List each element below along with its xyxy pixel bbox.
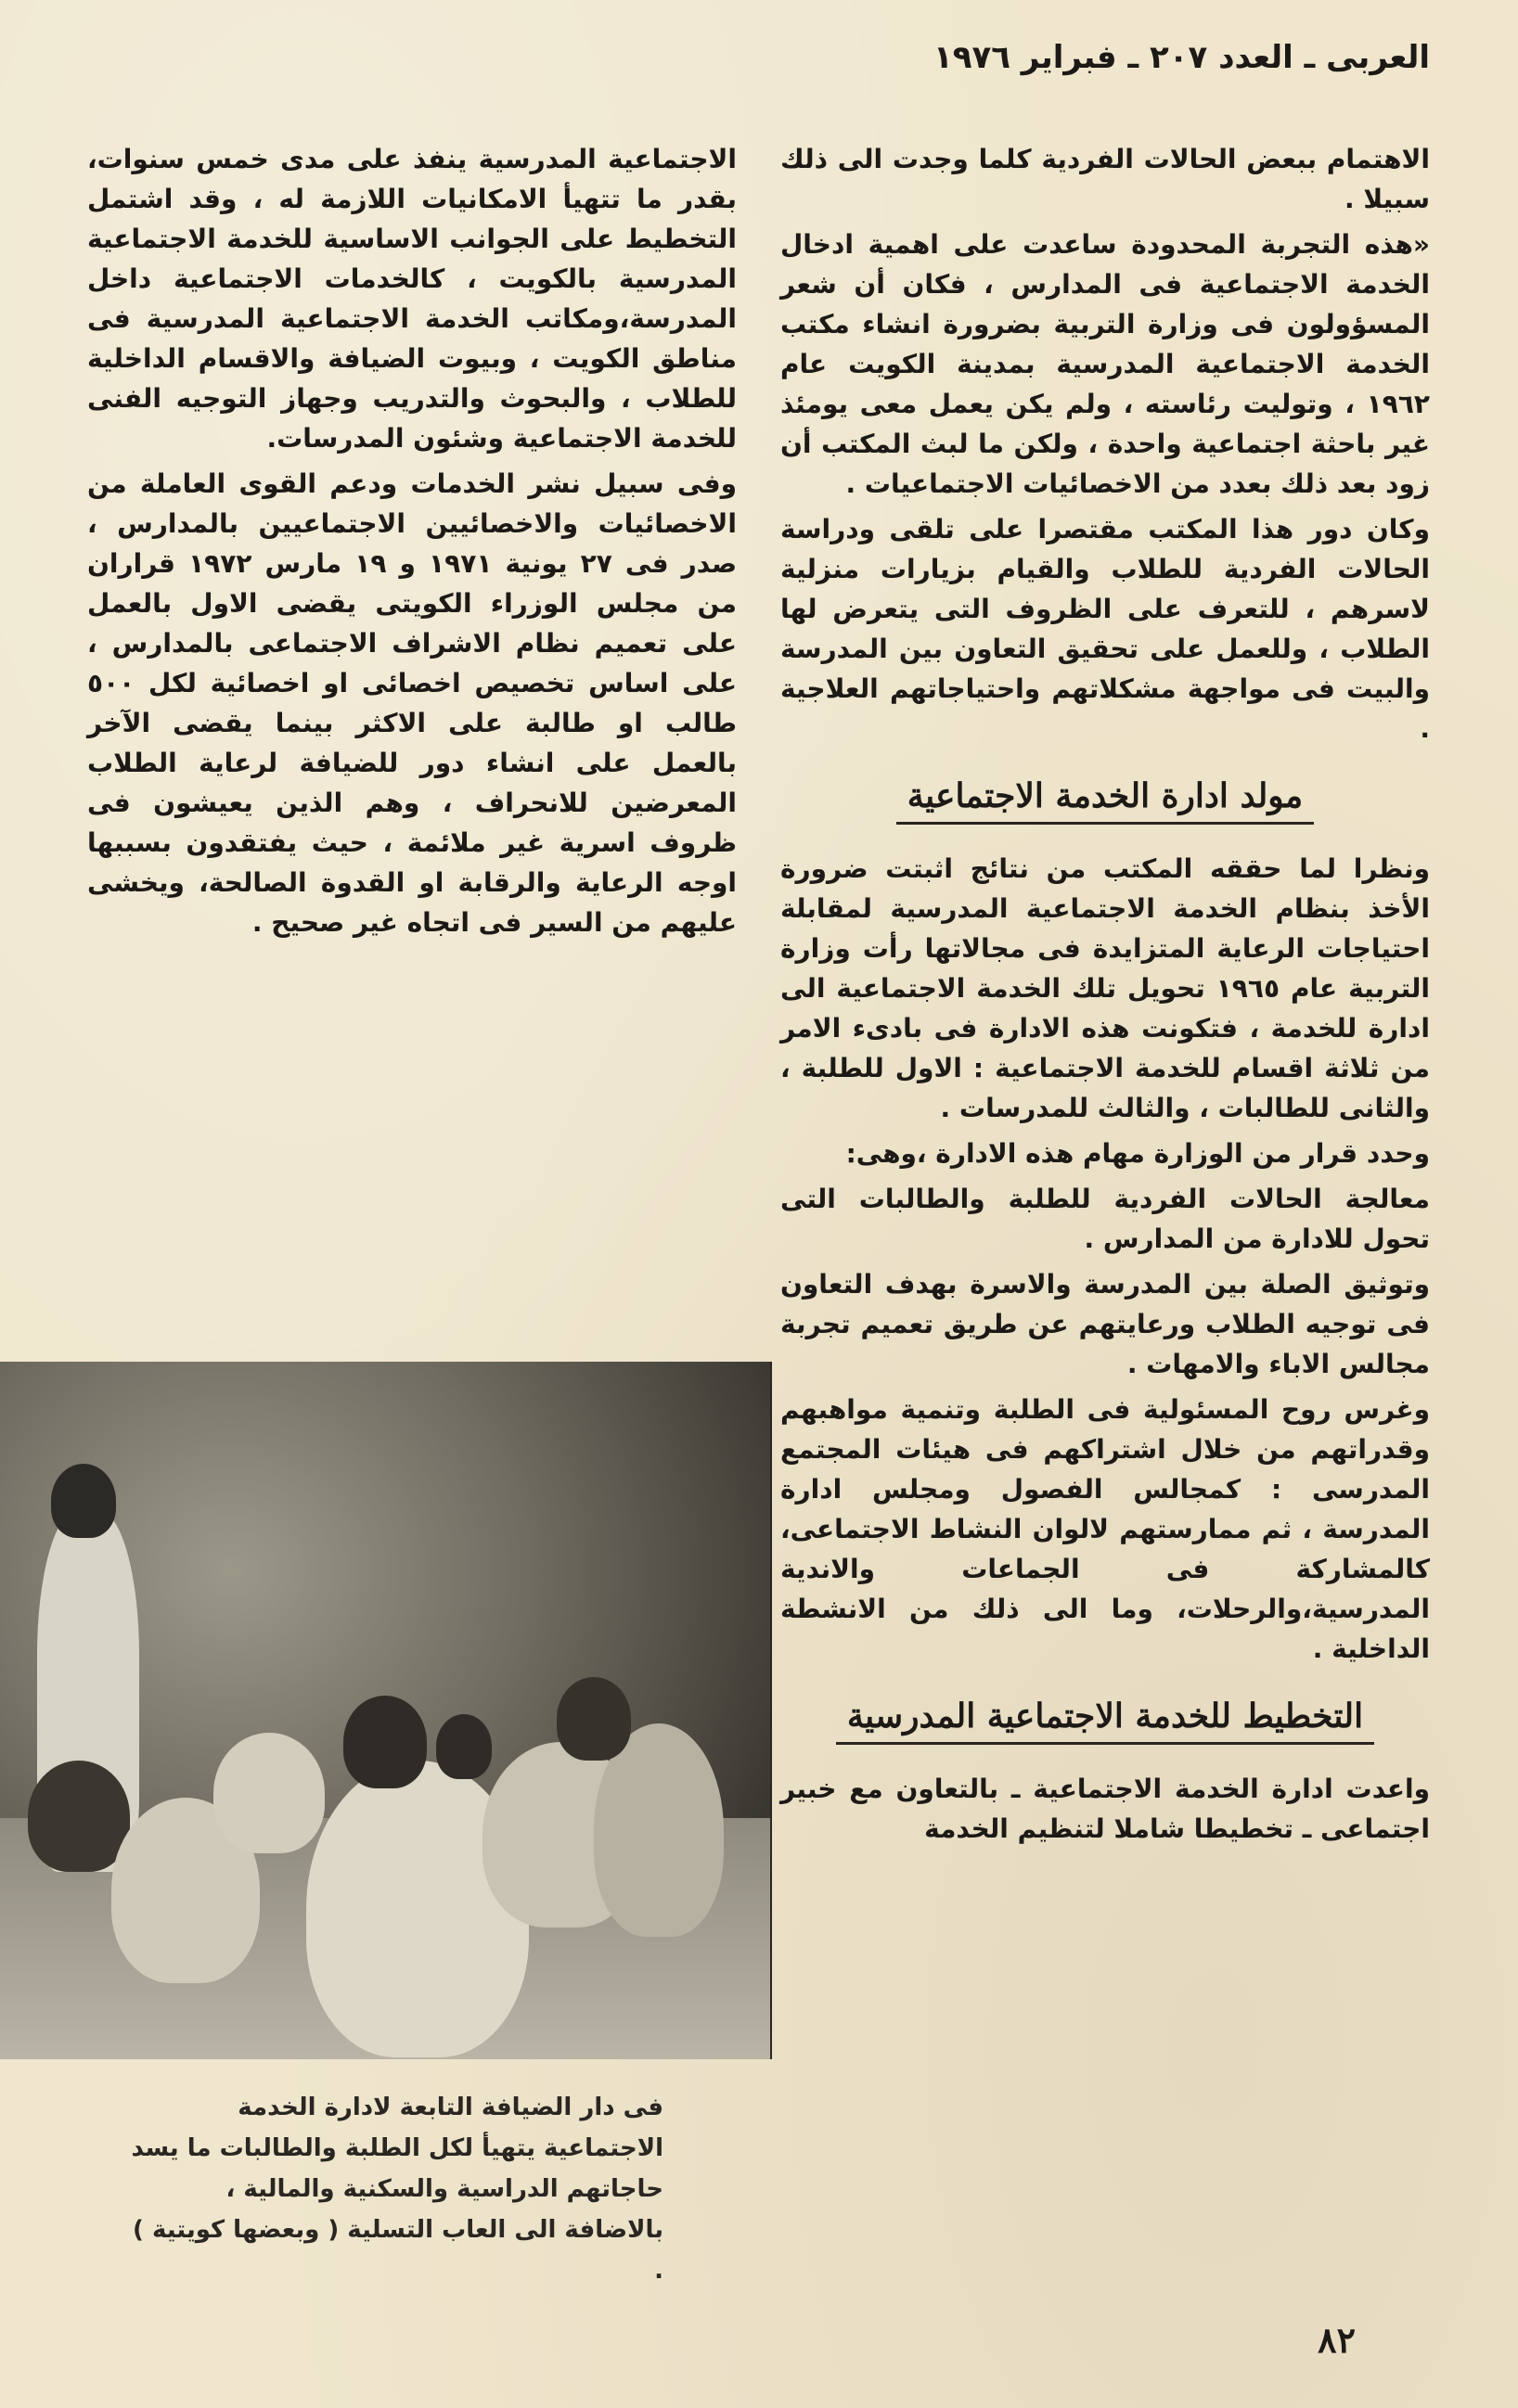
paragraph: ونظرا لما حققه المكتب من نتائج اثبتت ضرورة الأخذ بنظام الخدمة الاجتماعية المدرسية لمقابلة احتياجات الرعاية المتزايدة فى مجالاتها رأت وزارة التربية عام ١٩٦٥ تحويل تلك الخدمة الاجتماعية الى ادارة للخدمة ، فتكونت هذه الادارة فى بادىء الامر من ثلاثة اقسام للخدمة الاجتماعية : الاول للطلبة ، والثانى للطالبات ، والثالث للمدرسات .: [780, 853, 1430, 1123]
paragraph: واعدت ادارة الخدمة الاجتماعية ـ بالتعاون مع خبير اجتماعى ـ تخطيطا شاملا لتنظيم الخدمة: [780, 1774, 1430, 1844]
photo-figure: [51, 1464, 116, 1538]
paragraph: وفى سبيل نشر الخدمات ودعم القوى العاملة من الاخصائيات والاخصائيين الاجتماعيين بالمدارس ، صدر فى ٢٧ يونية ١٩٧١ و ١٩ مارس ١٩٧٢ قراران من مجلس الوزراء الكويتى يقضى الاول بالعمل على تعميم نظام الاشراف الاجتماعى بالمدارس ، على اساس تخصيص اخصائى او اخصائية لكل ٥٠٠ طالب او طالبة على الاكثر بينما يقضى الآخر بالعمل على انشاء دور للضيافة لرعاية الطلاب المعرضين للانحراف ، وهم الذين يعيشون فى ظروف اسرية غير ملائمة ، حيث يفتقدون بسببها اوجه الرعاية والرقابة او القدوة الصالحة، ويخشى عليهم من السير فى اتجاه غير صحيح .: [87, 468, 738, 938]
photo-figure: [213, 1733, 325, 1853]
photo-figure: [28, 1761, 130, 1872]
paragraph: وكان دور هذا المكتب مقتصرا على تلقى ودراسة الحالات الفردية للطلاب والقيام بزيارات منزلية لاسرهم ، للتعرف على الظروف التى يتعرض لها الطلاب ، وللعمل على تحقيق التعاون بين المدرسة والبيت فى مواجهة مشكلاتهم واحتياجاتهم العلاجية .: [780, 514, 1430, 744]
paragraph: «هذه التجربة المحدودة ساعدت على اهمية ادخال الخدمة الاجتماعية فى المدارس ، فكان أن شعر المسؤولون فى وزارة التربية بضرورة انشاء مكتب الخدمة الاجتماعية المدرسية بمدينة الكويت عام ١٩٦٢ ، وتوليت رئاسته ، ولم يكن يعمل معى يومئذ غير باحثة اجتماعية واحدة ، ولكن ما لبث المكتب أن زود بعد ذلك بعدد من الاخصائيات الاجتماعيات .: [780, 229, 1430, 499]
paragraph: وتوثيق الصلة بين المدرسة والاسرة بهدف التعاون فى توجيه الطلاب ورعايتهم عن طريق تعميم تجربة مجالس الاباء والامهات .: [780, 1269, 1430, 1379]
photo-caption: فى دار الضيافة التابعة لادارة الخدمة الاجتماعية يتهيأ لكل الطلبة والطالبات ما يسد حاجاتهم الدراسية والسكنية والمالية ، بالاضافة الى العاب التسلية ( وبعضها كويتية ) .: [131, 2094, 663, 2285]
photo-figure: [343, 1696, 427, 1788]
section-heading: [780, 776, 1430, 825]
right-text-column: [780, 139, 1430, 1854]
running-header: العربى ـ العدد ٢٠٧ ـ فبراير ١٩٧٦: [933, 39, 1430, 76]
photo-figure: [436, 1714, 492, 1779]
left-text-column: [87, 139, 737, 948]
photo-figure: [557, 1677, 631, 1761]
page-number: ٨٢: [1318, 2319, 1356, 2361]
photo-students-in-guest-house: [0, 1362, 772, 2059]
paragraph: وغرس روح المسئولية فى الطلبة وتنمية مواهبهم وقدراتهم من خلال اشتراكهم فى هيئات المجتمع المدرسى : كمجالس الفصول ومجلس ادارة المدرسة ، ثم ممارستهم لالوان النشاط الاجتماعى، كالمشاركة فى الجماعات والاندية المدرسية،والرحلات، وما الى ذلك من الانشطة الداخلية .: [780, 1394, 1430, 1664]
section-heading-text: التخطيط للخدمة الاجتماعية المدرسية: [836, 1697, 1374, 1745]
paragraph: الاجتماعية المدرسية ينفذ على مدى خمس سنوات، بقدر ما تتهيأ الامكانيات اللازمة له ، وقد اشتمل التخطيط على الجوانب الاساسية للخدمة الاجتماعية المدرسية بالكويت ، كالخدمات الاجتماعية داخل المدرسة،ومكاتب الخدمة الاجتماعية المدرسية فى مناطق الكويت ، وبيوت الضيافة والاقسام الداخلية للطلاب ، والبحوث والتدريب وجهاز التوجيه الفنى للخدمة الاجتماعية وشئون المدرسات.: [87, 144, 737, 454]
paragraph: معالجة الحالات الفردية للطلبة والطالبات التى تحول للادارة من المدارس .: [780, 1184, 1430, 1254]
section-heading-text: مولد ادارة الخدمة الاجتماعية: [896, 776, 1314, 825]
paragraph: الاهتمام ببعض الحالات الفردية كلما وجدت الى ذلك سبيلا .: [780, 144, 1430, 214]
section-heading: [780, 1697, 1430, 1745]
paragraph: وحدد قرار من الوزارة مهام هذه الادارة ،وهى:: [845, 1138, 1430, 1169]
